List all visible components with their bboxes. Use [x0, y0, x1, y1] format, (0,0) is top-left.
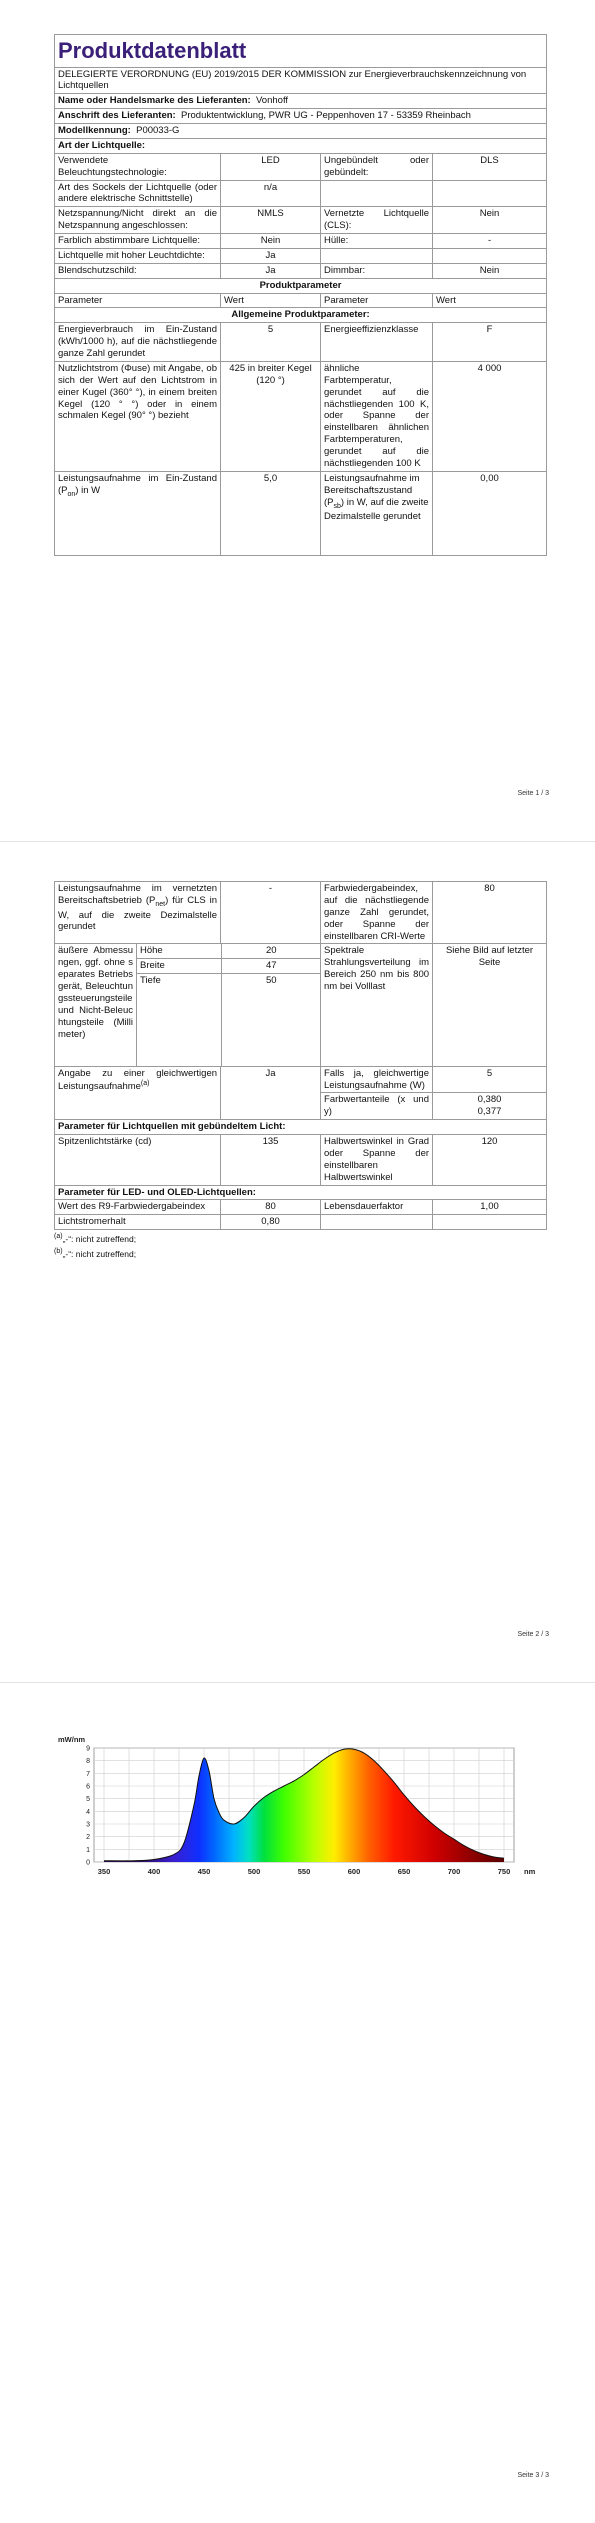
- dimensions-row: [55, 944, 547, 1066]
- y-tick-label: 2: [86, 1834, 90, 1842]
- r9-label: Wert des R9-Farbwiedergabeindex: [55, 1200, 221, 1215]
- type-row: [55, 153, 547, 180]
- page-2: [0, 841, 595, 1682]
- y-tick-label: 5: [86, 1796, 90, 1804]
- param-column-header: Parameter: [321, 293, 433, 308]
- type-row-value: [433, 180, 547, 207]
- chromaticity-x: 0,380: [477, 1094, 502, 1106]
- type-row-label: Netzspannung/Nicht direkt an die Netzspannung angeschlossen:: [55, 207, 221, 234]
- flux-row: [55, 361, 547, 471]
- directional-params-heading: Parameter für Lichtquellen mit gebündeltem Licht:: [55, 1120, 547, 1135]
- equivalent-power-value: 5: [433, 1066, 547, 1093]
- product-params-heading: Produktparameter: [55, 278, 547, 293]
- energy-class-value: F: [433, 323, 547, 362]
- regulation-text: DELEGIERTE VERORDNUNG (EU) 2019/2015 DER KOMMISSION zur Energieverbrauchskennzeichnung von Lichtquellen: [55, 67, 547, 94]
- height-value: 20: [221, 944, 321, 958]
- dimensions-label: äußere Abmessungen, ggf. ohne separates Betriebsgerät, Beleuchtungssteuerungsteile und Nicht-Beleuchtungsteile (Millimeter): [55, 944, 137, 1066]
- spectral-distribution-value: Siehe Bild auf letzter Seite: [433, 944, 547, 1066]
- energy-consumption-label: Energieverbrauch im Ein-Zustand (kWh/1000 h), auf die nächstliegende ganze Zahl gerundet: [55, 323, 221, 362]
- type-row-label: Lichtquelle mit hoher Leuchtdichte:: [55, 248, 221, 263]
- r9-row: [55, 1200, 547, 1215]
- type-row-value: DLS: [433, 153, 547, 180]
- type-row-label: Hülle:: [321, 234, 433, 249]
- luminous-flux-label: Nutzlichtstrom (Φuse) mit Angabe, ob sich der Wert auf den Lichtstrom in einer Kugel (360° °), in einem breiten Kegel (120 ° °) oder in einem schmalen Kegel (90° °) bezieht: [55, 361, 221, 471]
- networked-standby-label: Leistungsaufnahme im vernetzten Bereitschaftsbetrieb $(P_{net})$ für CLS in W, auf die zweite Dezimalstelle gerundet: [55, 882, 221, 944]
- supplier-value: Vonhoff: [256, 95, 289, 107]
- params-header-row: [55, 293, 547, 308]
- lumen-maintenance-value: 0,80: [221, 1215, 321, 1230]
- survival-factor-label: Lebensdauerfaktor: [321, 1200, 433, 1215]
- on-mode-power-label: Leistungsaufnahme im Ein-Zustand $(P_{on})$ in W: [55, 471, 221, 555]
- type-row: [55, 248, 547, 263]
- energy-consumption-value: 5: [221, 323, 321, 362]
- page-separator: [0, 1682, 595, 1683]
- type-row: [55, 263, 547, 278]
- x-tick-label: 650: [397, 1867, 411, 1876]
- page-1: [0, 0, 595, 841]
- page-2-content: [54, 881, 546, 1259]
- peak-intensity-value: 135: [221, 1135, 321, 1186]
- page-number: Seite 2 / 3: [517, 1631, 549, 1638]
- depth-label: Tiefe: [137, 974, 221, 1066]
- type-row-value: Nein: [433, 207, 547, 234]
- type-row-value: Nein: [221, 234, 321, 249]
- energy-row: [55, 323, 547, 362]
- page-title: Produktdatenblatt: [55, 35, 547, 68]
- type-row: [55, 180, 547, 207]
- type-row-value: LED: [221, 153, 321, 180]
- value-column-header: Wert: [221, 293, 321, 308]
- type-row-label: [321, 180, 433, 207]
- dimensions-cell: [137, 944, 321, 1066]
- depth-value: 50: [265, 975, 277, 987]
- spectrum-chart-svg: [52, 1732, 544, 1892]
- empty-cell: [321, 1215, 433, 1230]
- equivalent-power-label: Falls ja, gleichwertige Leistungsaufnahme (W): [321, 1066, 433, 1093]
- lumen-maintenance-label: Lichtstromerhalt: [55, 1215, 221, 1230]
- color-temperature-value: 4 000: [433, 361, 547, 471]
- lumen-maintenance-row: [55, 1215, 547, 1230]
- x-tick-label: 450: [197, 1867, 211, 1876]
- equivalent-power-claim-label: Angabe zu einer gleichwertigen Leistungsaufnahme$^{(a)}$: [55, 1066, 221, 1120]
- type-row-label: Dimmbar:: [321, 263, 433, 278]
- x-tick-label: 600: [347, 1867, 361, 1876]
- value-column-header: Wert: [433, 293, 547, 308]
- type-row-label: Art des Sockels der Lichtquelle (oder andere elektrische Schnittstelle): [55, 180, 221, 207]
- type-row-value: [433, 248, 547, 263]
- y-tick-label: 6: [86, 1783, 90, 1791]
- product-datasheet-table: [54, 34, 547, 556]
- type-row-label: Blendschutzschild:: [55, 263, 221, 278]
- x-tick-label: 350: [97, 1867, 111, 1876]
- footnote-a: $^{(a)}$„-“: nicht zutreffend;: [54, 1233, 137, 1244]
- equivalent-power-claim-value: Ja: [221, 1066, 321, 1120]
- x-tick-label: 400: [147, 1867, 161, 1876]
- y-tick-label: 8: [86, 1758, 90, 1766]
- x-tick-label: 700: [447, 1867, 461, 1876]
- supplier-label: Name oder Handelsmarke des Lieferanten:: [58, 95, 251, 107]
- type-row-label: [321, 248, 433, 263]
- spectral-distribution-chart: [52, 1732, 544, 1892]
- type-row-label: Verwendete Beleuchtungstechnologie:: [55, 153, 221, 180]
- chromaticity-label: Farbwertanteile (x und y): [321, 1093, 433, 1120]
- x-tick-label: 500: [247, 1867, 261, 1876]
- beam-angle-label: Halbwertswinkel in Grad oder Spanne der einstellbaren Halbwertswinkel: [321, 1135, 433, 1186]
- equivalent-power-row: [55, 1066, 547, 1093]
- address-label: Anschrift des Lieferanten:: [58, 110, 176, 122]
- r9-value: 80: [221, 1200, 321, 1215]
- power-row: [55, 471, 547, 555]
- chromaticity-y: 0,377: [477, 1106, 502, 1118]
- y-tick-label: 9: [86, 1745, 90, 1753]
- type-row-label: Farblich abstimmbare Lichtquelle:: [55, 234, 221, 249]
- supplier-row: [55, 94, 547, 109]
- type-row: [55, 207, 547, 234]
- x-tick-label: 550: [297, 1867, 311, 1876]
- y-axis-label: mW/nm: [58, 1735, 86, 1744]
- type-row-value: NMLS: [221, 207, 321, 234]
- x-axis-label: nm: [524, 1867, 536, 1876]
- light-source-type-heading: Art der Lichtquelle:: [55, 138, 547, 153]
- y-tick-label: 1: [86, 1846, 90, 1854]
- beam-angle-value: 120: [433, 1135, 547, 1186]
- net-standby-row: [55, 882, 547, 944]
- dimensions-subtable: [137, 944, 321, 1065]
- height-label: Höhe: [137, 944, 221, 958]
- footnote-b: $^{(b)}$„-“: nicht zutreffend;: [54, 1247, 137, 1259]
- page-number: Seite 3 / 3: [517, 2472, 549, 2479]
- address-value: Produktentwicklung, PWR UG - Peppenhoven 17 - 53359 Rheinbach: [181, 110, 471, 122]
- type-row-value: -: [433, 234, 547, 249]
- page-separator: [0, 841, 595, 842]
- cri-value: 80: [433, 882, 547, 944]
- x-tick-label: 750: [497, 1867, 511, 1876]
- product-params-table-continued: [54, 881, 547, 1230]
- page-number: Seite 1 / 3: [517, 790, 549, 797]
- luminous-flux-value: 425 in breiter Kegel (120 °): [221, 361, 321, 471]
- networked-standby-value: -: [221, 882, 321, 944]
- page-3: [0, 1682, 595, 2523]
- type-row-value: Nein: [433, 263, 547, 278]
- type-row-label: Vernetzte Lichtquelle (CLS):: [321, 207, 433, 234]
- empty-cell: [433, 1215, 547, 1230]
- standby-power-value: 0,00: [433, 471, 547, 555]
- model-row: [55, 124, 547, 139]
- page-1-content: [54, 34, 546, 556]
- chromaticity-value: [433, 1093, 547, 1120]
- model-label: Modellkennung:: [58, 125, 131, 136]
- standby-power-label: Leistungsaufnahme im Bereitschaftszustand $(P_{sb})$ in W, auf die zweite Dezimalstelle gerundet: [321, 471, 433, 555]
- type-row-value: Ja: [221, 263, 321, 278]
- on-mode-power-value: 5,0: [221, 471, 321, 555]
- width-label: Breite: [137, 959, 221, 974]
- color-temperature-label: ähnliche Farbtemperatur, gerundet auf die nächstliegenden 100 K, oder Spanne der einstellbaren ähnlichen Farbtemperaturen, gerundet auf die nächstliegenden 100 K: [321, 361, 433, 471]
- cri-label: Farbwiedergabeindex, auf die nächstliegende ganze Zahl gerundet, oder Spanne der einstellbaren CRI-Werte: [321, 882, 433, 944]
- y-tick-label: 3: [86, 1821, 90, 1829]
- type-row-value: Ja: [221, 248, 321, 263]
- general-params-heading: Allgemeine Produktparameter:: [55, 308, 547, 323]
- survival-factor-value: 1,00: [433, 1200, 547, 1215]
- spectral-distribution-label: Spektrale Strahlungsverteilung im Bereich 250 nm bis 800 nm bei Volllast: [321, 944, 433, 1066]
- param-column-header: Parameter: [55, 293, 221, 308]
- peak-intensity-row: [55, 1135, 547, 1186]
- address-row: [55, 109, 547, 124]
- peak-intensity-label: Spitzenlichtstärke (cd): [55, 1135, 221, 1186]
- model-value: P00033-G: [136, 125, 180, 136]
- type-row-value: n/a: [221, 180, 321, 207]
- y-tick-label: 0: [86, 1859, 90, 1867]
- y-tick-label: 4: [86, 1808, 90, 1816]
- led-params-heading: Parameter für LED- und OLED-Lichtquellen:: [55, 1185, 547, 1200]
- energy-class-label: Energieeffizienzklasse: [321, 323, 433, 362]
- type-row-label: Ungebündelt oder gebündelt:: [321, 153, 433, 180]
- type-row: [55, 234, 547, 249]
- width-value: 47: [221, 959, 321, 974]
- y-tick-label: 7: [86, 1770, 90, 1778]
